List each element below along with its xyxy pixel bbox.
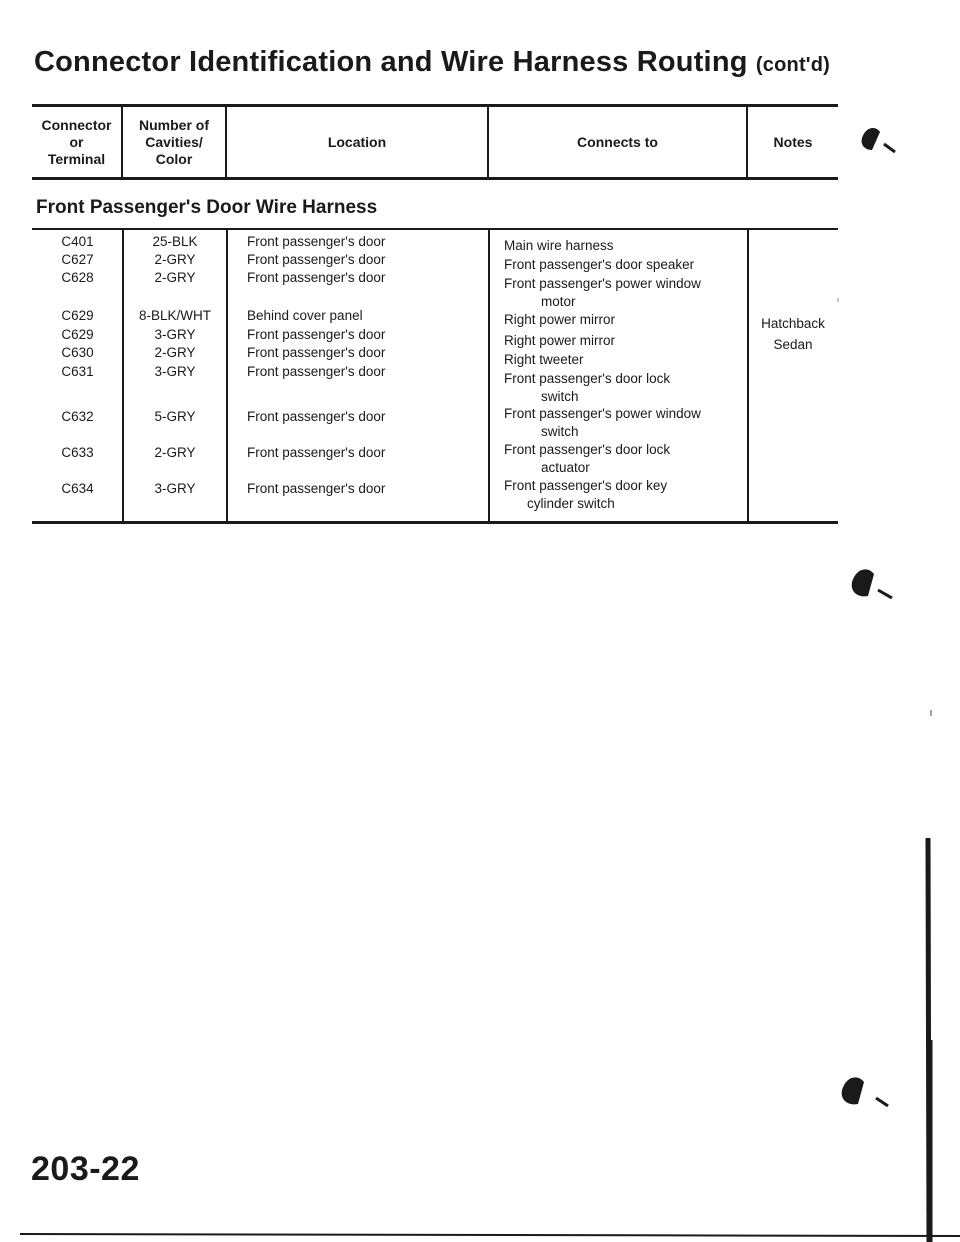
connects-to-cell: motor — [541, 294, 576, 309]
header-connector — [32, 107, 123, 177]
location-cell: Behind cover panel — [247, 308, 363, 323]
connects-to-cell: cylinder switch — [527, 496, 615, 511]
cavities-cell: 2-GRY — [154, 270, 196, 285]
cavities-cell: 5-GRY — [154, 409, 196, 424]
cavities-cell: 2-GRY — [154, 252, 196, 267]
cavities-cell: 2-GRY — [154, 345, 196, 360]
connects-to-cell: Main wire harness — [504, 238, 614, 253]
connector-cell: C629 — [61, 308, 94, 323]
header-cavities-line: Number of — [139, 116, 209, 133]
bottom-edge-line — [20, 1234, 960, 1236]
connector-cell: C631 — [61, 364, 94, 379]
connects-to-cell: Front passenger's door lock — [504, 371, 671, 386]
connector-cell: C629 — [61, 327, 94, 342]
header-cavities — [123, 107, 227, 177]
header-cavities-line: Cavities/ — [145, 133, 203, 150]
page-title-suffix: (cont'd) — [755, 54, 831, 76]
connects-to-cell: actuator — [541, 460, 590, 475]
connects-to-cell: switch — [541, 389, 579, 404]
cavities-cell: 25-BLK — [152, 234, 198, 249]
registration-mark — [842, 1077, 888, 1106]
header-connector-line: Terminal — [47, 150, 106, 167]
connector-cell: C634 — [61, 481, 94, 496]
connector-cell: C401 — [61, 234, 94, 249]
cavities-column — [123, 230, 227, 521]
header-connects-to: Connects to — [489, 107, 748, 177]
connects-to-cell: Front passenger's power window — [504, 406, 701, 421]
connects-to-cell: Right tweeter — [504, 352, 584, 367]
location-cell: Front passenger's door — [247, 481, 386, 496]
connector-cell: C630 — [61, 345, 94, 360]
connector-cell: C633 — [61, 445, 94, 460]
connector-cell: C628 — [61, 270, 94, 285]
registration-mark — [852, 569, 892, 598]
registration-mark — [862, 128, 895, 152]
location-cell: Front passenger's door — [247, 327, 386, 342]
cavities-cell: 3-GRY — [154, 481, 196, 496]
location-cell: Front passenger's door — [247, 252, 386, 267]
section-title: Front Passenger's Door Wire Harness — [36, 197, 378, 218]
table-header — [32, 104, 838, 180]
header-connector-line: or — [69, 133, 84, 150]
connects-to-cell: switch — [541, 424, 579, 439]
location-cell: Front passenger's door — [247, 445, 386, 460]
binding-edge-line — [928, 838, 929, 1242]
header-location: Location — [227, 107, 489, 177]
connector-cell: C627 — [61, 252, 94, 267]
connects-to-cell: Right power mirror — [504, 312, 616, 327]
connects-to-column — [489, 230, 748, 521]
connects-to-cell: Right power mirror — [504, 333, 616, 348]
page-title — [34, 46, 830, 79]
location-cell: Front passenger's door — [247, 345, 386, 360]
page-title-text: Connector Identification and Wire Harness Routing — [34, 46, 748, 78]
location-column — [227, 230, 489, 521]
header-cavities-line: Color — [155, 150, 193, 167]
connector-column — [32, 230, 123, 521]
location-cell: Front passenger's door — [247, 234, 386, 249]
notes-cell: Hatchback — [761, 316, 825, 331]
header-notes: Notes — [773, 133, 813, 150]
location-cell: Front passenger's door — [247, 364, 386, 379]
harness-table — [32, 228, 838, 524]
page-number: 203-22 — [31, 1150, 140, 1188]
cavities-cell: 3-GRY — [154, 364, 196, 379]
connects-to-cell: Front passenger's door lock — [504, 442, 671, 457]
connects-to-cell: Front passenger's door speaker — [504, 257, 695, 272]
connects-to-cell: Front passenger's door key — [504, 478, 668, 493]
connects-to-cell: Front passenger's power window — [504, 276, 701, 291]
cavities-cell: 2-GRY — [154, 445, 196, 460]
notes-column — [748, 230, 838, 521]
location-cell: Front passenger's door — [247, 409, 386, 424]
connector-cell: C632 — [61, 409, 94, 424]
location-cell: Front passenger's door — [247, 270, 386, 285]
header-connector-line: Connector — [41, 116, 112, 133]
cavities-cell: 8-BLK/WHT — [138, 308, 211, 323]
cavities-cell: 3-GRY — [154, 327, 196, 342]
notes-cell: Sedan — [773, 337, 813, 352]
